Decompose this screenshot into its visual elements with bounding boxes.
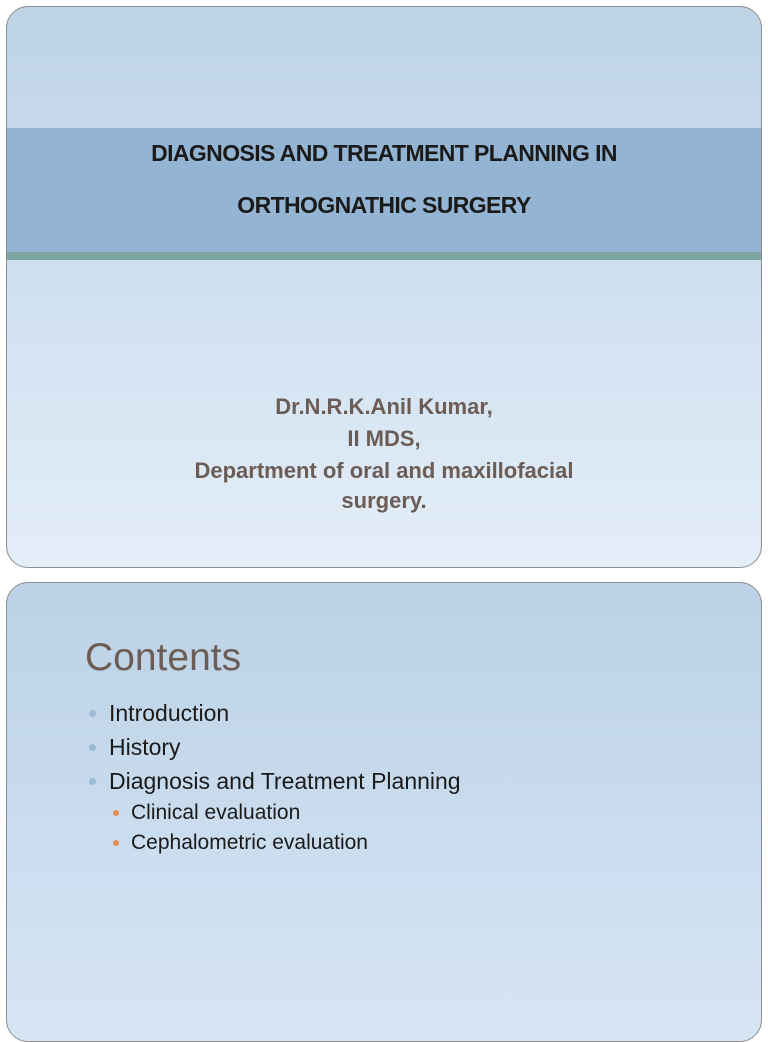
author-name: Dr.N.R.K.Anil Kumar, [275, 394, 493, 419]
author-block [7, 392, 761, 518]
bullet-icon [89, 710, 96, 717]
author-department-line-1: Department of oral and maxillofacial [194, 458, 574, 483]
list-item [85, 764, 461, 858]
contents-sublist [109, 798, 461, 858]
list-item [85, 696, 461, 730]
title-divider-stripe [7, 252, 761, 260]
author-degree: II MDS, [347, 426, 421, 451]
author-department-line-2: surgery. [341, 488, 427, 513]
list-item-label: Introduction [109, 700, 230, 726]
contents-slide [6, 582, 762, 1042]
sublist-item [109, 798, 461, 828]
contents-list [85, 696, 461, 858]
slide-title-line-2: ORTHOGNATHIC SURGERY [237, 192, 531, 218]
contents-heading: Contents [85, 636, 242, 679]
title-slide [6, 6, 762, 568]
slide-title [7, 142, 761, 246]
sublist-item-label: Cephalometric evaluation [131, 831, 368, 854]
bullet-icon [89, 778, 96, 785]
sublist-item-label: Clinical evaluation [131, 801, 301, 824]
list-item-label: History [109, 734, 181, 760]
slide-title-line-1: DIAGNOSIS AND TREATMENT PLANNING IN [151, 140, 617, 166]
list-item-label: Diagnosis and Treatment Planning [109, 768, 461, 794]
sub-bullet-icon [113, 810, 119, 816]
sublist-item [109, 828, 461, 858]
bullet-icon [89, 744, 96, 751]
list-item [85, 730, 461, 764]
sub-bullet-icon [113, 840, 119, 846]
